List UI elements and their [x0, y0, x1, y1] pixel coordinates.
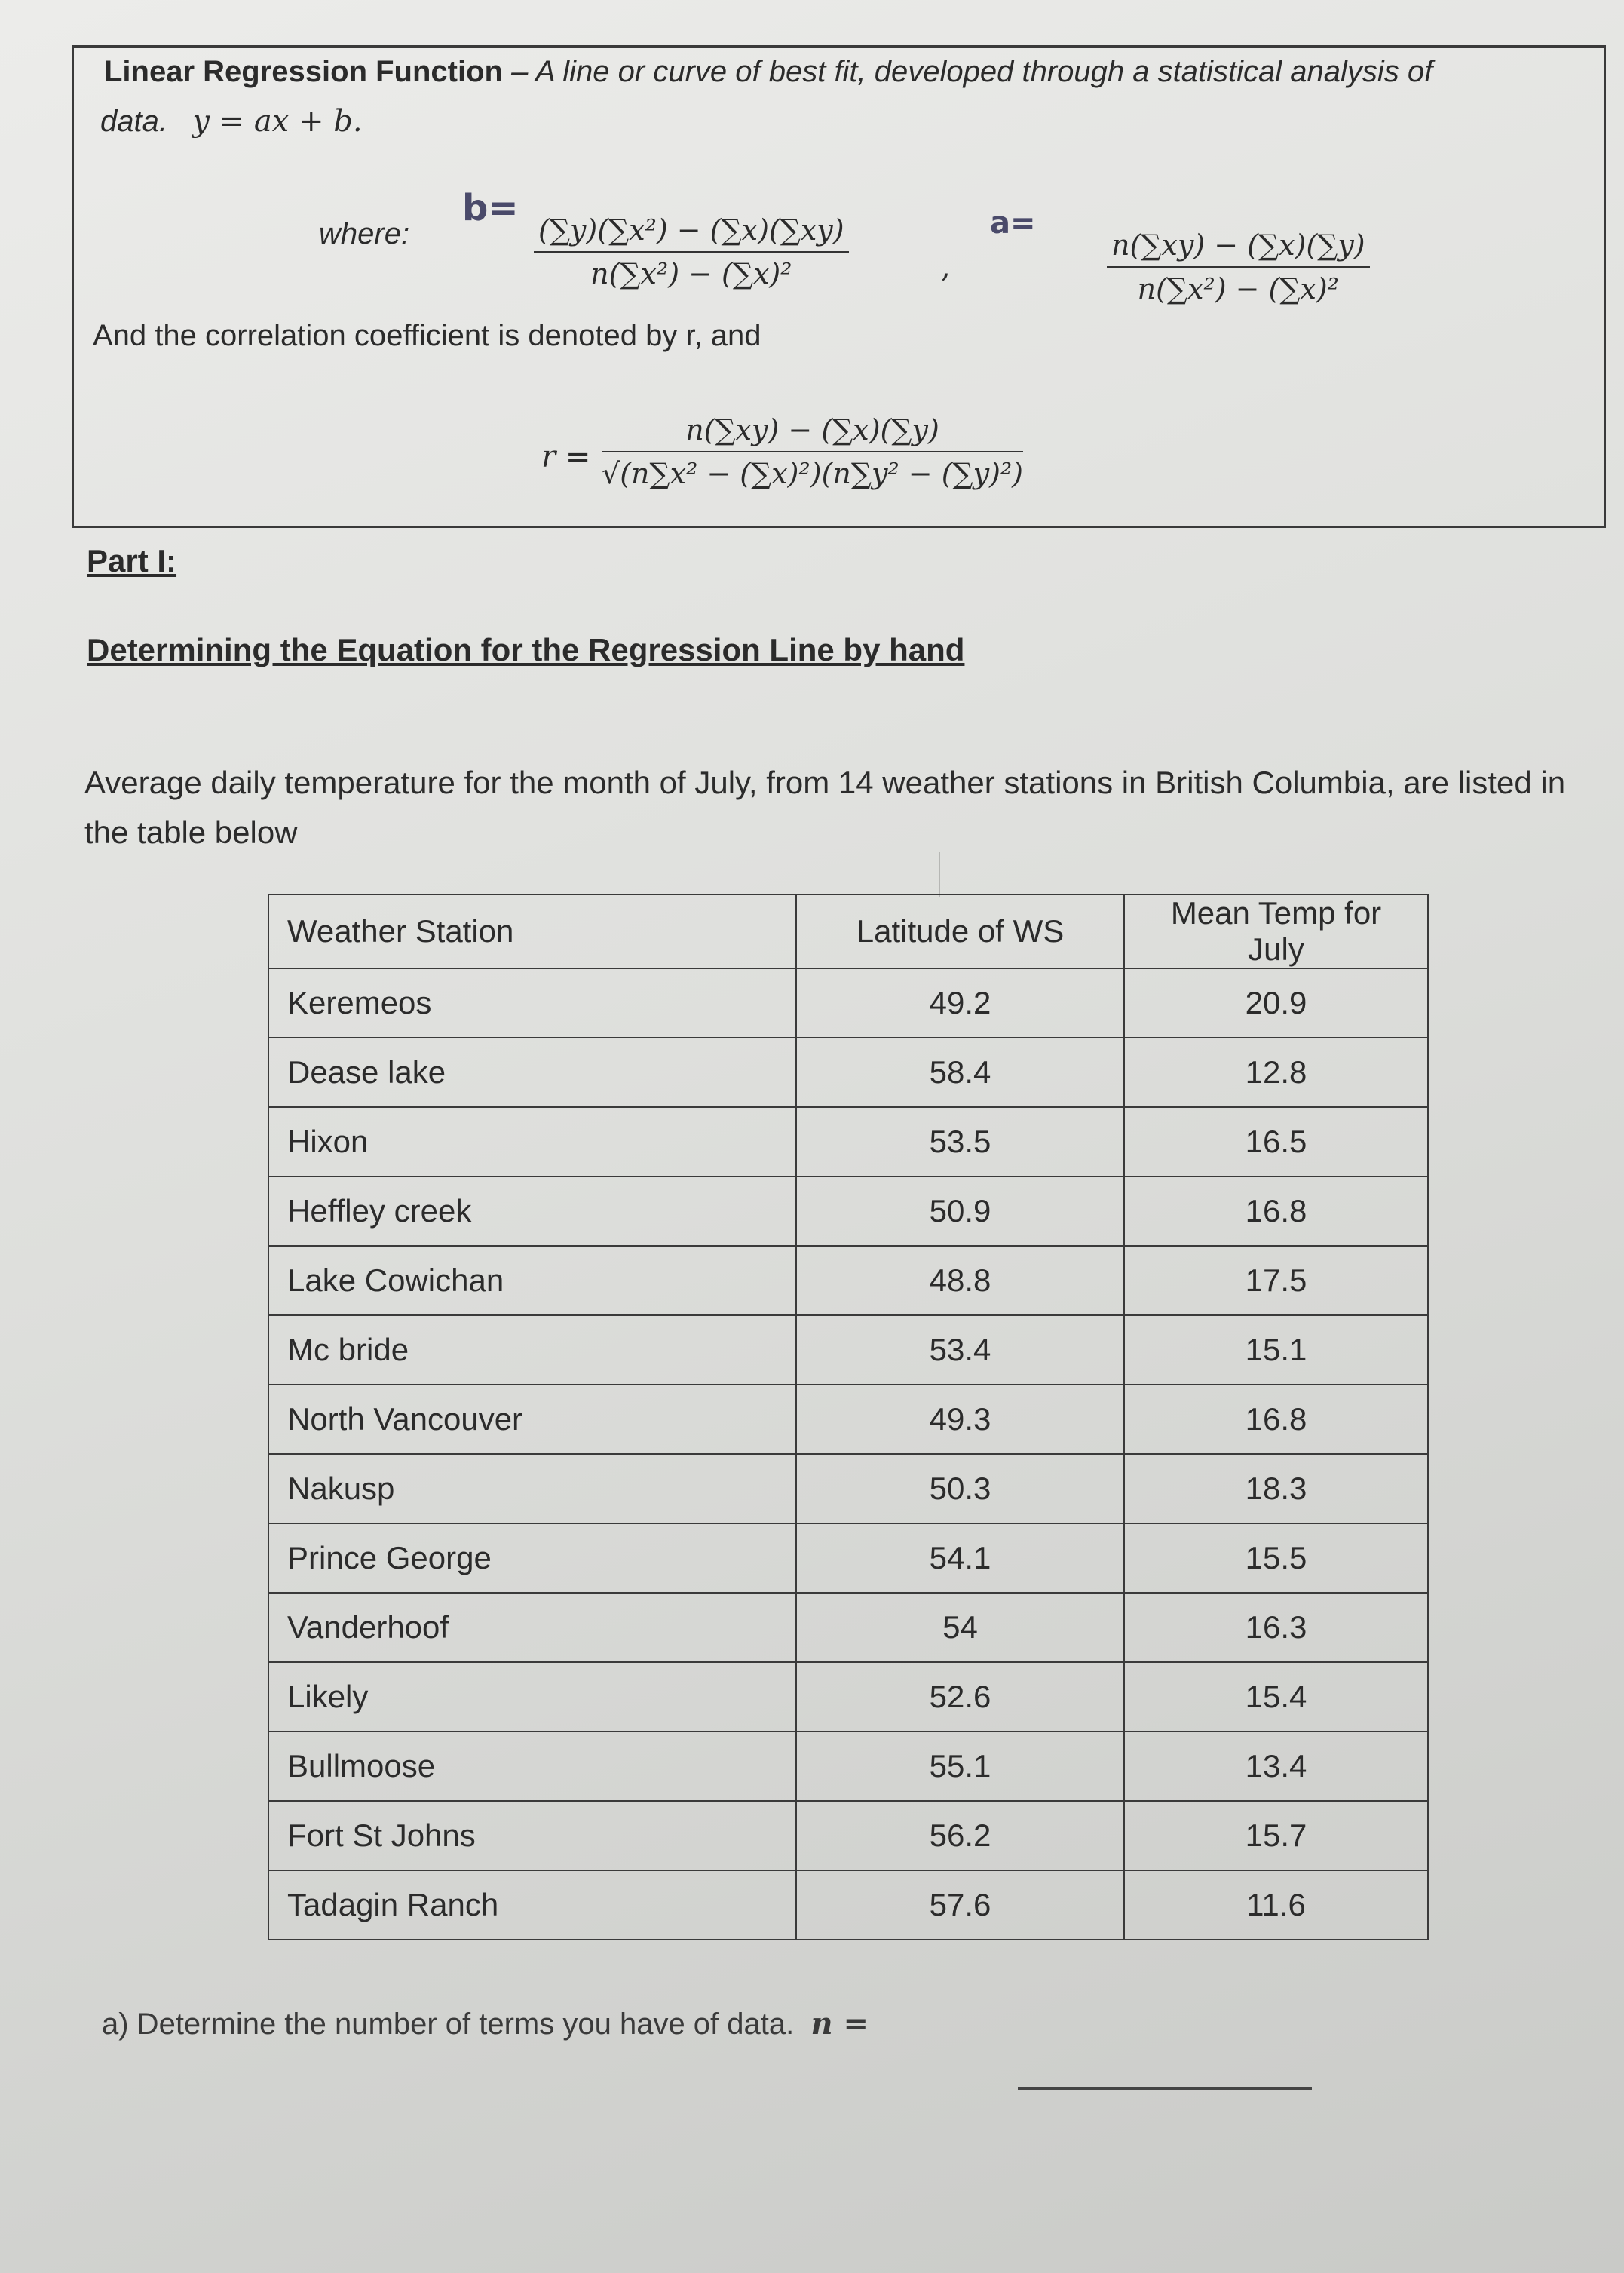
station-name-cell: Heffley creek	[268, 1176, 796, 1246]
linear-equation: y = ax + b.	[192, 104, 363, 139]
table-row	[268, 1593, 1428, 1662]
table-header-row	[268, 894, 1428, 968]
table-row	[268, 968, 1428, 1038]
latitude-cell: 55.1	[796, 1732, 1124, 1801]
b-formula-denominator: n(∑x²) − (∑x)²	[590, 257, 792, 290]
table-row	[268, 1246, 1428, 1315]
section-heading: Determining the Equation for the Regression Line by hand	[87, 632, 965, 667]
mean-temp-cell: 16.5	[1124, 1107, 1428, 1176]
definition-title-bold: Linear Regression Function	[104, 55, 503, 88]
mean-temp-cell: 15.4	[1124, 1662, 1428, 1732]
table-row	[268, 1107, 1428, 1176]
station-name-cell: Hixon	[268, 1107, 796, 1176]
r-formula-numerator: n(∑xy) − (∑x)(∑y)	[602, 413, 1023, 452]
question-a-text: a) Determine the number of terms you have of data.	[102, 2008, 795, 2041]
mean-temp-cell: 15.7	[1124, 1801, 1428, 1870]
mean-temp-cell: 12.8	[1124, 1038, 1428, 1107]
column-header: Latitude of WS	[796, 894, 1124, 968]
station-name-cell: Keremeos	[268, 968, 796, 1038]
station-name-cell: Vanderhoof	[268, 1593, 796, 1662]
handwritten-b-label: b=	[462, 187, 519, 229]
r-formula-denominator: √(n∑x² − (∑x)²)(n∑y² − (∑y)²)	[602, 457, 1023, 490]
a-formula-denominator: n(∑x²) − (∑x)²	[1137, 272, 1339, 305]
mean-temp-cell: 15.5	[1124, 1523, 1428, 1593]
table-row	[268, 1385, 1428, 1454]
table-row	[268, 1315, 1428, 1385]
answer-blank[interactable]	[1018, 2087, 1312, 2090]
table-row	[268, 1732, 1428, 1801]
table-row	[268, 1176, 1428, 1246]
table-row	[268, 1662, 1428, 1732]
b-formula	[534, 213, 849, 290]
mean-temp-cell: 16.8	[1124, 1176, 1428, 1246]
where-label: where:	[319, 217, 410, 250]
station-name-cell: Tadagin Ranch	[268, 1870, 796, 1940]
table-row	[268, 1454, 1428, 1523]
mean-temp-cell: 13.4	[1124, 1732, 1428, 1801]
question-a	[102, 2006, 869, 2041]
definition-box	[72, 45, 1606, 528]
part-label: Part I:	[87, 543, 177, 578]
column-header: Weather Station	[268, 894, 796, 968]
mean-temp-cell: 15.1	[1124, 1315, 1428, 1385]
a-formula	[1107, 229, 1370, 305]
table-row	[268, 1038, 1428, 1107]
definition-title-rest: – A line or curve of best fit, developed through a statistical analysis of	[502, 55, 1433, 88]
latitude-cell: 54	[796, 1593, 1124, 1662]
definition-title	[104, 55, 1432, 89]
column-header: Mean Temp for July	[1124, 894, 1428, 968]
table-row	[268, 1870, 1428, 1940]
mean-temp-cell: 16.8	[1124, 1385, 1428, 1454]
pencil-mark	[939, 852, 954, 897]
station-name-cell: Fort St Johns	[268, 1801, 796, 1870]
r-formula	[602, 413, 1023, 490]
mean-temp-cell: 16.3	[1124, 1593, 1428, 1662]
latitude-cell: 52.6	[796, 1662, 1124, 1732]
latitude-cell: 50.9	[796, 1176, 1124, 1246]
intro-text: Average daily temperature for the month of July, from 14 weather stations in British Columbia, are listed in the table below	[84, 765, 1566, 850]
mean-temp-cell: 20.9	[1124, 968, 1428, 1038]
latitude-cell: 53.5	[796, 1107, 1124, 1176]
question-a-variable: n =	[810, 2006, 869, 2041]
definition-line2	[100, 104, 363, 139]
table-row	[268, 1801, 1428, 1870]
station-name-cell: Lake Cowichan	[268, 1246, 796, 1315]
latitude-cell: 48.8	[796, 1246, 1124, 1315]
station-name-cell: North Vancouver	[268, 1385, 796, 1454]
station-name-cell: Bullmoose	[268, 1732, 796, 1801]
latitude-cell: 58.4	[796, 1038, 1124, 1107]
comma-separator: ,	[941, 250, 951, 284]
latitude-cell: 49.2	[796, 968, 1124, 1038]
latitude-cell: 54.1	[796, 1523, 1124, 1593]
mean-temp-cell: 18.3	[1124, 1454, 1428, 1523]
table-row	[268, 1523, 1428, 1593]
station-name-cell: Prince George	[268, 1523, 796, 1593]
station-name-cell: Nakusp	[268, 1454, 796, 1523]
correlation-text: And the correlation coefficient is denoted by r, and	[93, 319, 761, 352]
mean-temp-cell: 11.6	[1124, 1870, 1428, 1940]
latitude-cell: 49.3	[796, 1385, 1124, 1454]
definition-line2-prefix: data.	[100, 105, 167, 138]
b-formula-numerator: (∑y)(∑x²) − (∑x)(∑xy)	[534, 213, 849, 253]
latitude-cell: 50.3	[796, 1454, 1124, 1523]
latitude-cell: 53.4	[796, 1315, 1124, 1385]
a-formula-numerator: n(∑xy) − (∑x)(∑y)	[1107, 229, 1370, 268]
weather-station-table	[268, 894, 1429, 1940]
mean-temp-cell: 17.5	[1124, 1246, 1428, 1315]
r-label: r =	[541, 440, 591, 474]
latitude-cell: 56.2	[796, 1801, 1124, 1870]
handwritten-a-label: a=	[990, 206, 1036, 241]
station-name-cell: Dease lake	[268, 1038, 796, 1107]
station-name-cell: Likely	[268, 1662, 796, 1732]
latitude-cell: 57.6	[796, 1870, 1124, 1940]
station-name-cell: Mc bride	[268, 1315, 796, 1385]
